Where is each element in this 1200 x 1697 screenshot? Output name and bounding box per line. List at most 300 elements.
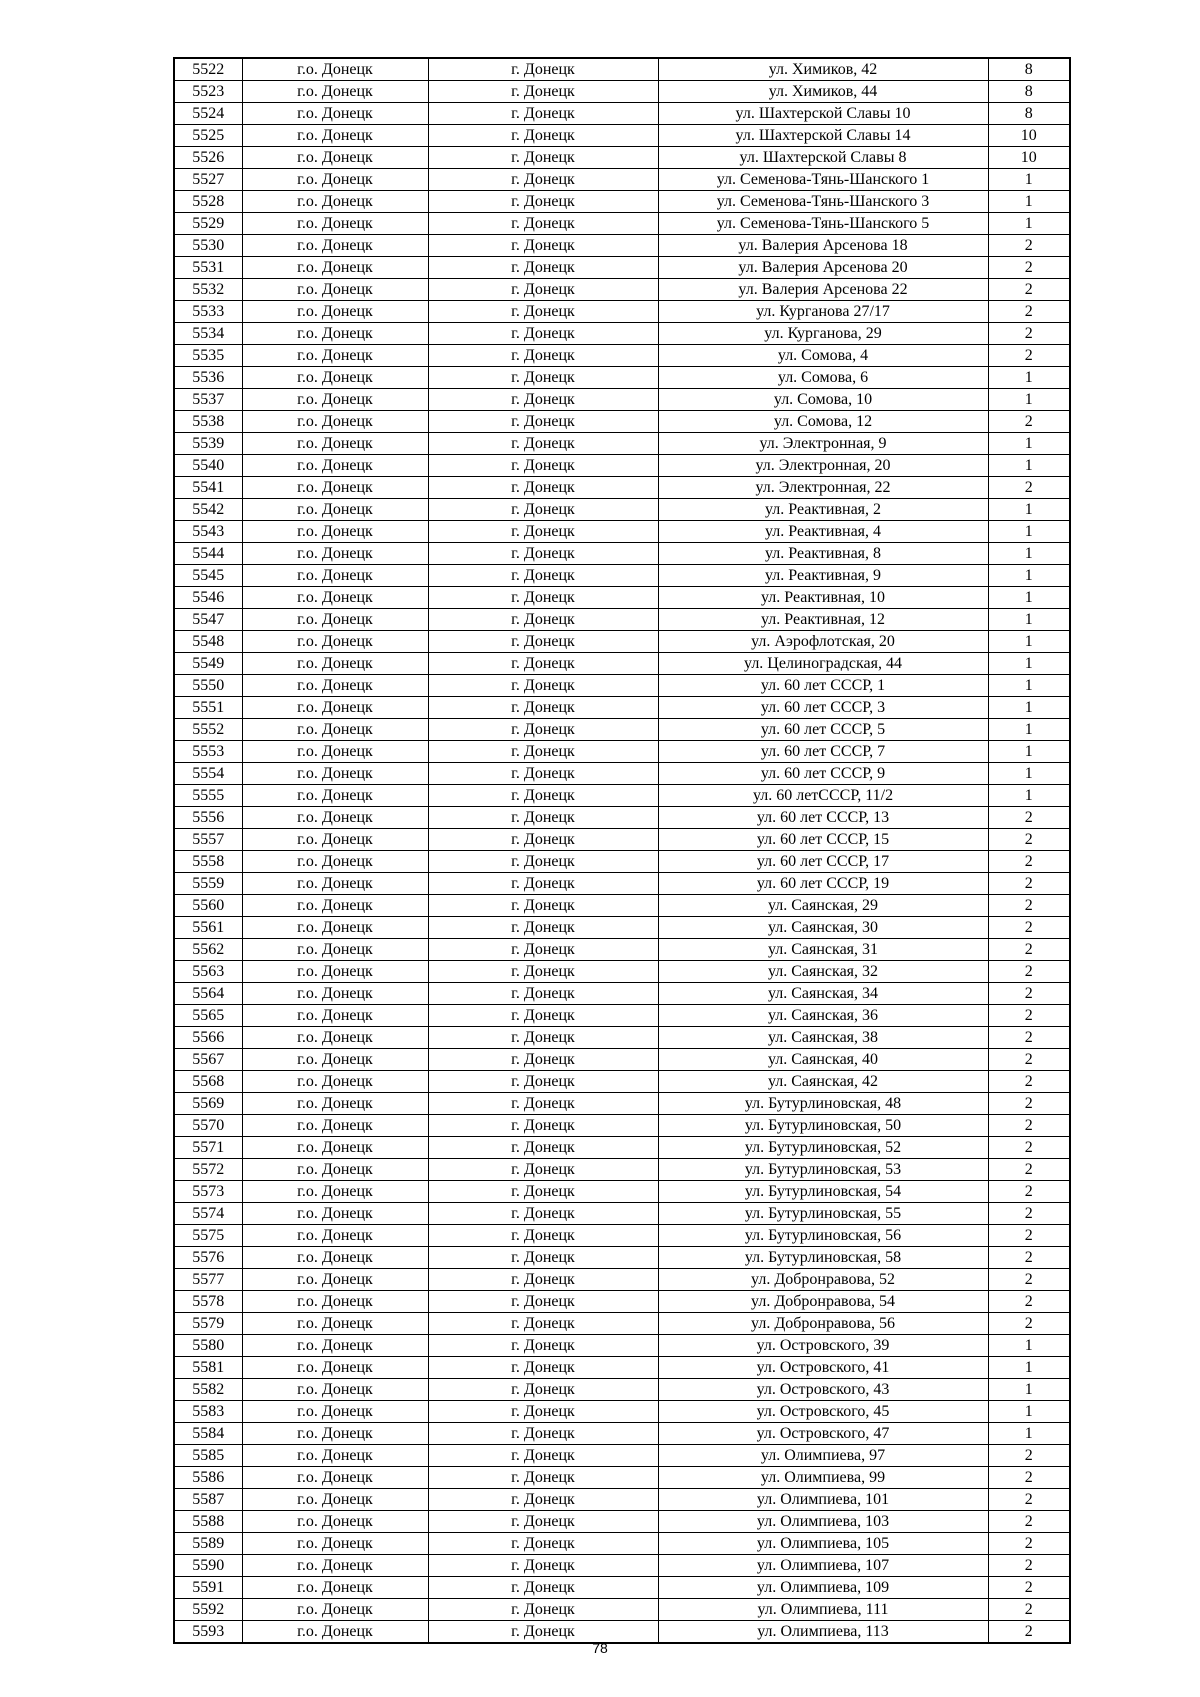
table-row [174, 1027, 1070, 1049]
row-number-cell: 5590 [174, 1555, 242, 1577]
count-cell: 2 [988, 807, 1070, 829]
row-number-cell: 5581 [174, 1357, 242, 1379]
table-row [174, 169, 1070, 191]
district-cell: г.о. Донецк [242, 213, 428, 235]
district-cell: г.о. Донецк [242, 1423, 428, 1445]
table-row [174, 1533, 1070, 1555]
address-cell: ул. Сомова, 12 [658, 411, 988, 433]
address-cell: ул. Саянская, 29 [658, 895, 988, 917]
address-cell: ул. Олимпиева, 99 [658, 1467, 988, 1489]
district-cell: г.о. Донецк [242, 587, 428, 609]
city-cell: г. Донецк [428, 81, 658, 103]
count-cell: 1 [988, 609, 1070, 631]
count-cell: 2 [988, 1027, 1070, 1049]
address-cell: ул. Саянская, 34 [658, 983, 988, 1005]
address-cell: ул. Семенова-Тянь-Шанского 5 [658, 213, 988, 235]
district-cell: г.о. Донецк [242, 851, 428, 873]
count-cell: 2 [988, 1533, 1070, 1555]
city-cell: г. Донецк [428, 1115, 658, 1137]
table-row [174, 389, 1070, 411]
city-cell: г. Донецк [428, 1225, 658, 1247]
row-number-cell: 5542 [174, 499, 242, 521]
row-number-cell: 5535 [174, 345, 242, 367]
row-number-cell: 5552 [174, 719, 242, 741]
address-cell: ул. Реактивная, 9 [658, 565, 988, 587]
row-number-cell: 5522 [174, 58, 242, 81]
district-cell: г.о. Донецк [242, 675, 428, 697]
district-cell: г.о. Донецк [242, 1511, 428, 1533]
count-cell: 2 [988, 1093, 1070, 1115]
city-cell: г. Донецк [428, 367, 658, 389]
address-cell: ул. Реактивная, 2 [658, 499, 988, 521]
row-number-cell: 5580 [174, 1335, 242, 1357]
table-row [174, 587, 1070, 609]
row-number-cell: 5545 [174, 565, 242, 587]
district-cell: г.о. Донецк [242, 169, 428, 191]
table-row [174, 213, 1070, 235]
count-cell: 1 [988, 191, 1070, 213]
address-cell: ул. Сомова, 6 [658, 367, 988, 389]
table-row [174, 1577, 1070, 1599]
address-cell: ул. Олимпиева, 107 [658, 1555, 988, 1577]
city-cell: г. Донецк [428, 1313, 658, 1335]
district-cell: г.о. Донецк [242, 323, 428, 345]
count-cell: 2 [988, 1511, 1070, 1533]
city-cell: г. Донецк [428, 1533, 658, 1555]
count-cell: 2 [988, 1115, 1070, 1137]
table-row [174, 1137, 1070, 1159]
row-number-cell: 5593 [174, 1621, 242, 1644]
city-cell: г. Донецк [428, 411, 658, 433]
address-cell: ул. 60 лет СССР, 17 [658, 851, 988, 873]
row-number-cell: 5550 [174, 675, 242, 697]
address-cell: ул. Бутурлиновская, 54 [658, 1181, 988, 1203]
city-cell: г. Донецк [428, 301, 658, 323]
district-cell: г.о. Донецк [242, 1247, 428, 1269]
city-cell: г. Донецк [428, 653, 658, 675]
row-number-cell: 5554 [174, 763, 242, 785]
row-number-cell: 5539 [174, 433, 242, 455]
row-number-cell: 5562 [174, 939, 242, 961]
row-number-cell: 5540 [174, 455, 242, 477]
count-cell: 2 [988, 1467, 1070, 1489]
address-cell: ул. Добронравова, 56 [658, 1313, 988, 1335]
city-cell: г. Донецк [428, 1577, 658, 1599]
table-row [174, 1401, 1070, 1423]
district-cell: г.о. Донецк [242, 81, 428, 103]
district-cell: г.о. Донецк [242, 653, 428, 675]
city-cell: г. Донецк [428, 1335, 658, 1357]
address-cell: ул. Бутурлиновская, 53 [658, 1159, 988, 1181]
city-cell: г. Донецк [428, 741, 658, 763]
count-cell: 2 [988, 1555, 1070, 1577]
district-cell: г.о. Донецк [242, 1533, 428, 1555]
city-cell: г. Донецк [428, 1489, 658, 1511]
district-cell: г.о. Донецк [242, 147, 428, 169]
city-cell: г. Донецк [428, 1511, 658, 1533]
district-cell: г.о. Донецк [242, 609, 428, 631]
address-cell: ул. 60 лет СССР, 19 [658, 873, 988, 895]
count-cell: 10 [988, 147, 1070, 169]
city-cell: г. Донецк [428, 235, 658, 257]
address-cell: ул. Добронравова, 52 [658, 1269, 988, 1291]
table-row [174, 1467, 1070, 1489]
city-cell: г. Донецк [428, 1555, 658, 1577]
count-cell: 2 [988, 279, 1070, 301]
table-row [174, 279, 1070, 301]
count-cell: 2 [988, 1071, 1070, 1093]
table-row [174, 58, 1070, 81]
district-cell: г.о. Донецк [242, 1621, 428, 1644]
table-row [174, 411, 1070, 433]
count-cell: 2 [988, 1137, 1070, 1159]
row-number-cell: 5561 [174, 917, 242, 939]
count-cell: 2 [988, 1181, 1070, 1203]
district-cell: г.о. Донецк [242, 1489, 428, 1511]
address-cell: ул. Саянская, 30 [658, 917, 988, 939]
table-row [174, 917, 1070, 939]
count-cell: 2 [988, 1203, 1070, 1225]
count-cell: 1 [988, 455, 1070, 477]
row-number-cell: 5528 [174, 191, 242, 213]
row-number-cell: 5553 [174, 741, 242, 763]
table-row [174, 191, 1070, 213]
count-cell: 2 [988, 1049, 1070, 1071]
city-cell: г. Донецк [428, 1401, 658, 1423]
row-number-cell: 5577 [174, 1269, 242, 1291]
address-cell: ул. Бутурлиновская, 56 [658, 1225, 988, 1247]
district-cell: г.о. Донецк [242, 763, 428, 785]
count-cell: 1 [988, 719, 1070, 741]
city-cell: г. Донецк [428, 477, 658, 499]
city-cell: г. Донецк [428, 1621, 658, 1644]
table-body [174, 58, 1070, 1643]
city-cell: г. Донецк [428, 499, 658, 521]
district-cell: г.о. Донецк [242, 235, 428, 257]
district-cell: г.о. Донецк [242, 301, 428, 323]
address-cell: ул. 60 лет СССР, 13 [658, 807, 988, 829]
row-number-cell: 5541 [174, 477, 242, 499]
address-cell: ул. Бутурлиновская, 52 [658, 1137, 988, 1159]
row-number-cell: 5559 [174, 873, 242, 895]
address-cell: ул. Семенова-Тянь-Шанского 1 [658, 169, 988, 191]
address-cell: ул. Саянская, 32 [658, 961, 988, 983]
district-cell: г.о. Донецк [242, 565, 428, 587]
table-row [174, 697, 1070, 719]
district-cell: г.о. Донецк [242, 983, 428, 1005]
row-number-cell: 5586 [174, 1467, 242, 1489]
address-table [173, 57, 1071, 1644]
address-cell: ул. Химиков, 42 [658, 58, 988, 81]
city-cell: г. Донецк [428, 785, 658, 807]
city-cell: г. Донецк [428, 543, 658, 565]
city-cell: г. Донецк [428, 1357, 658, 1379]
table-row [174, 103, 1070, 125]
district-cell: г.о. Донецк [242, 1313, 428, 1335]
count-cell: 1 [988, 499, 1070, 521]
table-row [174, 741, 1070, 763]
row-number-cell: 5555 [174, 785, 242, 807]
city-cell: г. Донецк [428, 1423, 658, 1445]
table-row [174, 1335, 1070, 1357]
count-cell: 1 [988, 785, 1070, 807]
table-row [174, 829, 1070, 851]
table-row [174, 1159, 1070, 1181]
city-cell: г. Донецк [428, 917, 658, 939]
row-number-cell: 5546 [174, 587, 242, 609]
count-cell: 1 [988, 1335, 1070, 1357]
district-cell: г.о. Донецк [242, 1005, 428, 1027]
city-cell: г. Донецк [428, 807, 658, 829]
city-cell: г. Донецк [428, 829, 658, 851]
address-cell: ул. Олимпиева, 113 [658, 1621, 988, 1644]
count-cell: 2 [988, 1621, 1070, 1644]
address-cell: ул. Валерия Арсенова 18 [658, 235, 988, 257]
address-cell: ул. Олимпиева, 105 [658, 1533, 988, 1555]
city-cell: г. Донецк [428, 1137, 658, 1159]
count-cell: 2 [988, 829, 1070, 851]
table-row [174, 675, 1070, 697]
table-row [174, 1313, 1070, 1335]
city-cell: г. Донецк [428, 213, 658, 235]
city-cell: г. Донецк [428, 1181, 658, 1203]
row-number-cell: 5538 [174, 411, 242, 433]
table-row [174, 367, 1070, 389]
city-cell: г. Донецк [428, 719, 658, 741]
district-cell: г.о. Донецк [242, 257, 428, 279]
count-cell: 2 [988, 895, 1070, 917]
address-cell: ул. Бутурлиновская, 55 [658, 1203, 988, 1225]
city-cell: г. Донецк [428, 389, 658, 411]
city-cell: г. Донецк [428, 1445, 658, 1467]
row-number-cell: 5531 [174, 257, 242, 279]
city-cell: г. Донецк [428, 1247, 658, 1269]
city-cell: г. Донецк [428, 631, 658, 653]
table-row [174, 1379, 1070, 1401]
district-cell: г.о. Донецк [242, 279, 428, 301]
district-cell: г.о. Донецк [242, 499, 428, 521]
address-cell: ул. Островского, 43 [658, 1379, 988, 1401]
table-row [174, 1291, 1070, 1313]
address-cell: ул. 60 лет СССР, 1 [658, 675, 988, 697]
address-cell: ул. Реактивная, 12 [658, 609, 988, 631]
district-cell: г.о. Донецк [242, 939, 428, 961]
district-cell: г.о. Донецк [242, 1115, 428, 1137]
count-cell: 2 [988, 1599, 1070, 1621]
address-cell: ул. Электронная, 9 [658, 433, 988, 455]
district-cell: г.о. Донецк [242, 697, 428, 719]
count-cell: 1 [988, 521, 1070, 543]
district-cell: г.о. Донецк [242, 1159, 428, 1181]
count-cell: 1 [988, 653, 1070, 675]
address-cell: ул. Валерия Арсенова 22 [658, 279, 988, 301]
table-row [174, 1049, 1070, 1071]
table-row [174, 983, 1070, 1005]
row-number-cell: 5583 [174, 1401, 242, 1423]
row-number-cell: 5566 [174, 1027, 242, 1049]
count-cell: 2 [988, 235, 1070, 257]
table-row [174, 1445, 1070, 1467]
district-cell: г.о. Донецк [242, 1291, 428, 1313]
count-cell: 2 [988, 1225, 1070, 1247]
district-cell: г.о. Донецк [242, 191, 428, 213]
row-number-cell: 5570 [174, 1115, 242, 1137]
city-cell: г. Донецк [428, 58, 658, 81]
city-cell: г. Донецк [428, 939, 658, 961]
count-cell: 2 [988, 1159, 1070, 1181]
city-cell: г. Донецк [428, 323, 658, 345]
count-cell: 1 [988, 675, 1070, 697]
district-cell: г.о. Донецк [242, 1137, 428, 1159]
row-number-cell: 5579 [174, 1313, 242, 1335]
count-cell: 8 [988, 58, 1070, 81]
row-number-cell: 5527 [174, 169, 242, 191]
table-row [174, 895, 1070, 917]
address-cell: ул. Сомова, 10 [658, 389, 988, 411]
address-cell: ул. Химиков, 44 [658, 81, 988, 103]
count-cell: 1 [988, 433, 1070, 455]
row-number-cell: 5537 [174, 389, 242, 411]
address-cell: ул. 60 лет СССР, 9 [658, 763, 988, 785]
address-cell: ул. Добронравова, 54 [658, 1291, 988, 1313]
city-cell: г. Донецк [428, 1005, 658, 1027]
district-cell: г.о. Донецк [242, 411, 428, 433]
table-row [174, 763, 1070, 785]
count-cell: 2 [988, 1313, 1070, 1335]
row-number-cell: 5525 [174, 125, 242, 147]
count-cell: 1 [988, 169, 1070, 191]
count-cell: 2 [988, 961, 1070, 983]
city-cell: г. Донецк [428, 1093, 658, 1115]
address-cell: ул. Электронная, 20 [658, 455, 988, 477]
district-cell: г.о. Донецк [242, 917, 428, 939]
row-number-cell: 5526 [174, 147, 242, 169]
count-cell: 1 [988, 389, 1070, 411]
row-number-cell: 5565 [174, 1005, 242, 1027]
district-cell: г.о. Донецк [242, 477, 428, 499]
table-row [174, 499, 1070, 521]
city-cell: г. Донецк [428, 1467, 658, 1489]
address-cell: ул. Островского, 41 [658, 1357, 988, 1379]
table-row [174, 477, 1070, 499]
count-cell: 1 [988, 213, 1070, 235]
count-cell: 1 [988, 587, 1070, 609]
address-cell: ул. Курганова, 29 [658, 323, 988, 345]
row-number-cell: 5556 [174, 807, 242, 829]
count-cell: 8 [988, 81, 1070, 103]
row-number-cell: 5547 [174, 609, 242, 631]
address-cell: ул. Семенова-Тянь-Шанского 3 [658, 191, 988, 213]
table-row [174, 961, 1070, 983]
count-cell: 1 [988, 1357, 1070, 1379]
district-cell: г.о. Донецк [242, 785, 428, 807]
count-cell: 2 [988, 1489, 1070, 1511]
address-cell: ул. Целиноградская, 44 [658, 653, 988, 675]
address-cell: ул. 60 лет СССР, 7 [658, 741, 988, 763]
row-number-cell: 5563 [174, 961, 242, 983]
table-row [174, 807, 1070, 829]
district-cell: г.о. Донецк [242, 1335, 428, 1357]
address-cell: ул. Курганова 27/17 [658, 301, 988, 323]
count-cell: 1 [988, 367, 1070, 389]
table-row [174, 851, 1070, 873]
count-cell: 2 [988, 1269, 1070, 1291]
row-number-cell: 5571 [174, 1137, 242, 1159]
table-row [174, 1005, 1070, 1027]
table-row [174, 323, 1070, 345]
count-cell: 2 [988, 477, 1070, 499]
district-cell: г.о. Донецк [242, 1181, 428, 1203]
table-row [174, 1115, 1070, 1137]
table-row [174, 125, 1070, 147]
city-cell: г. Донецк [428, 1049, 658, 1071]
page-number: 78 [592, 1640, 608, 1656]
table-row [174, 1555, 1070, 1577]
city-cell: г. Донецк [428, 1269, 658, 1291]
row-number-cell: 5529 [174, 213, 242, 235]
count-cell: 2 [988, 345, 1070, 367]
address-cell: ул. Реактивная, 10 [658, 587, 988, 609]
count-cell: 2 [988, 411, 1070, 433]
row-number-cell: 5572 [174, 1159, 242, 1181]
row-number-cell: 5551 [174, 697, 242, 719]
table-row [174, 433, 1070, 455]
table-row [174, 873, 1070, 895]
row-number-cell: 5582 [174, 1379, 242, 1401]
address-cell: ул. Олимпиева, 109 [658, 1577, 988, 1599]
row-number-cell: 5548 [174, 631, 242, 653]
address-cell: ул. Аэрофлотская, 20 [658, 631, 988, 653]
table-row [174, 719, 1070, 741]
row-number-cell: 5574 [174, 1203, 242, 1225]
district-cell: г.о. Донецк [242, 1577, 428, 1599]
count-cell: 1 [988, 741, 1070, 763]
row-number-cell: 5575 [174, 1225, 242, 1247]
row-number-cell: 5573 [174, 1181, 242, 1203]
table-row [174, 455, 1070, 477]
row-number-cell: 5589 [174, 1533, 242, 1555]
count-cell: 1 [988, 1401, 1070, 1423]
row-number-cell: 5567 [174, 1049, 242, 1071]
city-cell: г. Донецк [428, 169, 658, 191]
table-row [174, 939, 1070, 961]
district-cell: г.о. Донецк [242, 543, 428, 565]
district-cell: г.о. Донецк [242, 1599, 428, 1621]
district-cell: г.о. Донецк [242, 1401, 428, 1423]
district-cell: г.о. Донецк [242, 455, 428, 477]
table-row [174, 301, 1070, 323]
address-cell: ул. Саянская, 31 [658, 939, 988, 961]
table-row [174, 1093, 1070, 1115]
count-cell: 1 [988, 565, 1070, 587]
district-cell: г.о. Донецк [242, 873, 428, 895]
city-cell: г. Донецк [428, 125, 658, 147]
city-cell: г. Донецк [428, 961, 658, 983]
district-cell: г.о. Донецк [242, 521, 428, 543]
count-cell: 2 [988, 1577, 1070, 1599]
count-cell: 2 [988, 323, 1070, 345]
city-cell: г. Донецк [428, 1071, 658, 1093]
count-cell: 2 [988, 1005, 1070, 1027]
table-row [174, 543, 1070, 565]
city-cell: г. Донецк [428, 983, 658, 1005]
city-cell: г. Донецк [428, 1599, 658, 1621]
table-row [174, 631, 1070, 653]
address-cell: ул. Электронная, 22 [658, 477, 988, 499]
district-cell: г.о. Донецк [242, 961, 428, 983]
city-cell: г. Донецк [428, 873, 658, 895]
row-number-cell: 5591 [174, 1577, 242, 1599]
